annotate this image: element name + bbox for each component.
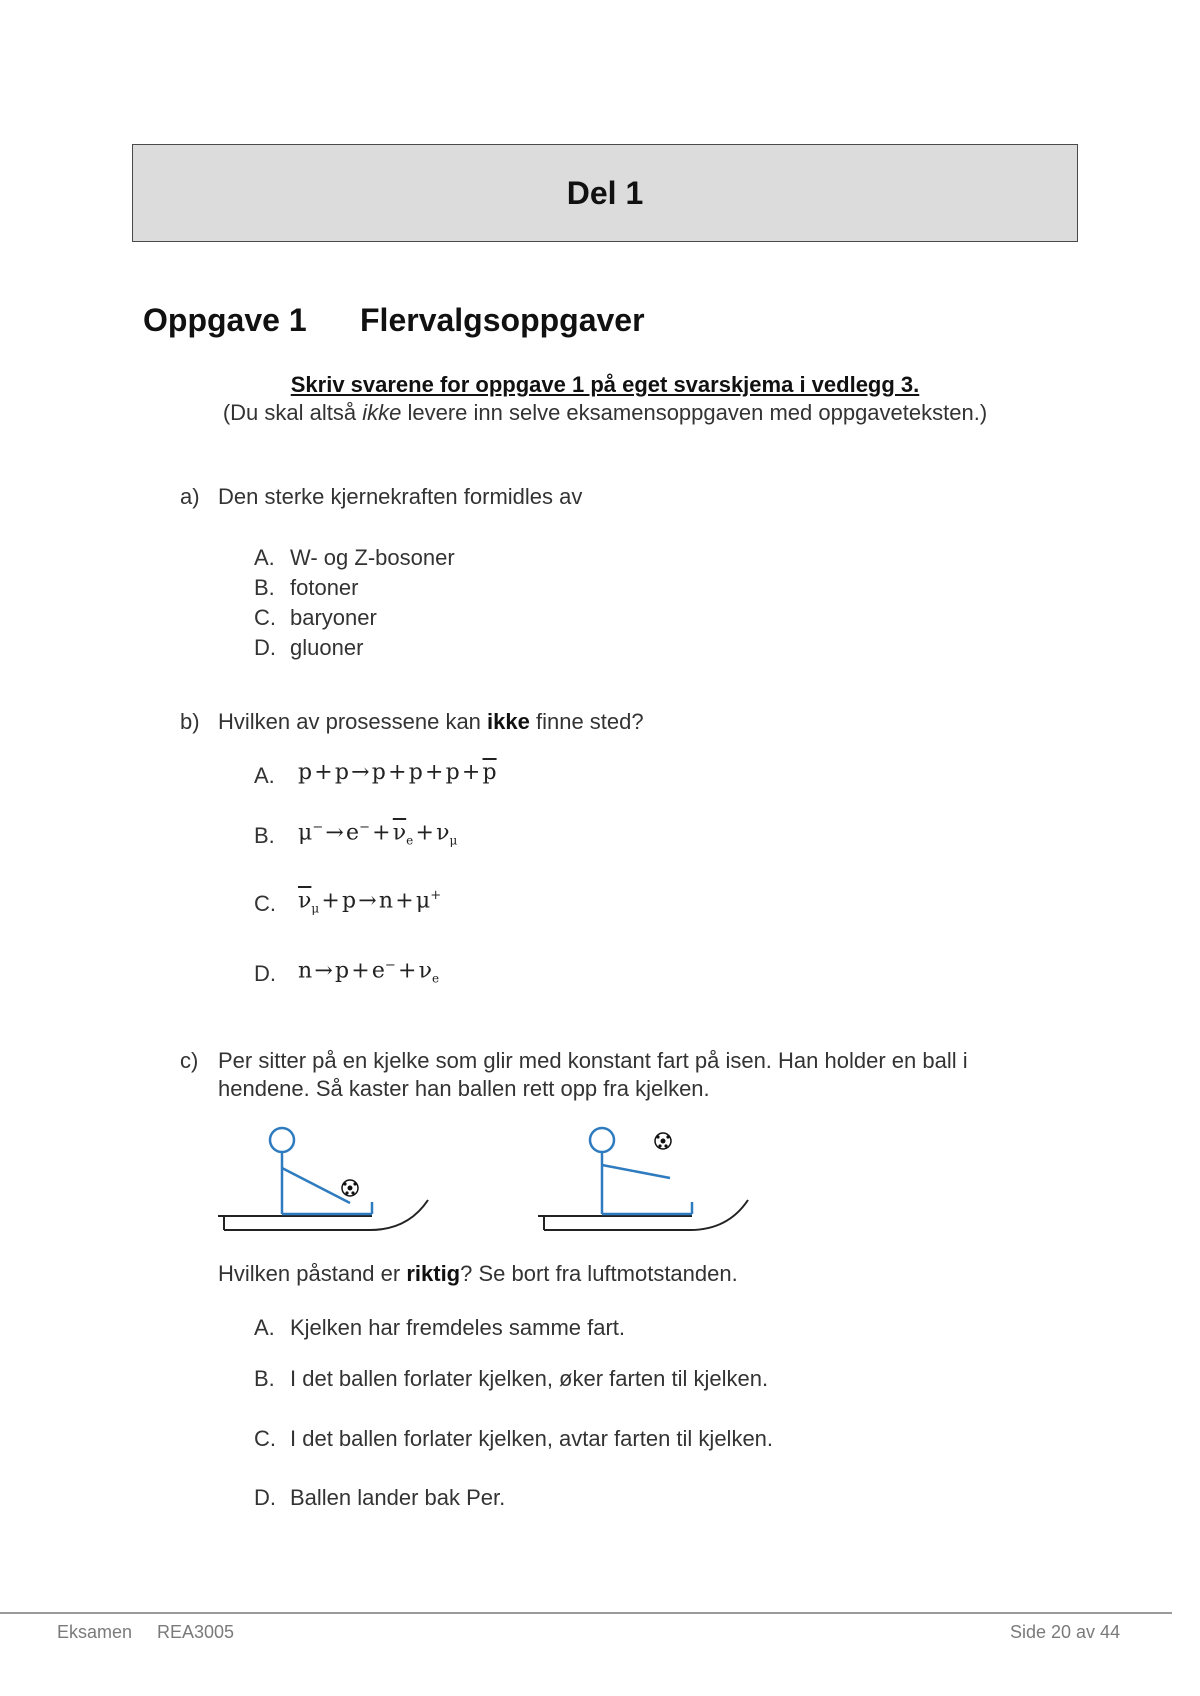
sled-illustration bbox=[210, 1120, 770, 1240]
option-letter: A. bbox=[254, 1315, 275, 1340]
part-title: Del 1 bbox=[566, 174, 644, 211]
question-label: b) bbox=[180, 709, 200, 734]
option-letter: B. bbox=[254, 823, 275, 848]
instruction-line-2: (Du skal altså ikke levere inn selve eksamensoppgaven med oppgaveteksten.) bbox=[222, 400, 988, 425]
question-emphasis: ikke bbox=[487, 709, 530, 734]
instruction-emphasis: ikke bbox=[362, 400, 402, 425]
option-letter: A. bbox=[254, 545, 275, 570]
question-text: Den sterke kjernekraften formidles av bbox=[218, 484, 583, 509]
ball-icon bbox=[655, 1133, 671, 1149]
question-text: Hvilken av prosessene kan ikke finne sted? bbox=[218, 709, 644, 734]
option-text: Ballen lander bak Per. bbox=[290, 1485, 506, 1510]
task-name: Flervalgsoppgaver bbox=[360, 302, 645, 338]
option-text: I det ballen forlater kjelken, avtar farten til kjelken. bbox=[290, 1426, 774, 1451]
prompt-emphasis: riktig bbox=[406, 1261, 461, 1286]
equation-b-B: μ− → e− + $\overline{\nu}_e$ + $\nu_\mu$ bbox=[298, 820, 458, 848]
option-text: Kjelken har fremdeles samme fart. bbox=[290, 1315, 626, 1340]
equation-b-D: n → p + e− + $\nu_e$ bbox=[298, 958, 440, 986]
option-letter: D. bbox=[254, 961, 276, 986]
option-text: baryoner bbox=[290, 605, 377, 630]
instruction-line-1: Skriv svarene for oppgave 1 på eget svarskjema i vedlegg 3. bbox=[290, 372, 920, 397]
ball-icon bbox=[342, 1180, 358, 1196]
option-letter: B. bbox=[254, 575, 275, 600]
question-text-line-1: Per sitter på en kjelke som glir med konstant fart på isen. Han holder en ball i bbox=[218, 1048, 968, 1073]
option-text: fotoner bbox=[290, 575, 359, 600]
task-heading bbox=[143, 302, 645, 339]
option-letter: C. bbox=[254, 1426, 276, 1451]
footer-course-code: REA3005 bbox=[157, 1622, 235, 1642]
question-c-prompt: Hvilken påstand er riktig? Se bort fra luftmotstanden. bbox=[218, 1261, 738, 1286]
option-text: W- og Z-bosoner bbox=[290, 545, 455, 570]
sled-after-throw bbox=[538, 1128, 748, 1230]
option-letter: B. bbox=[254, 1366, 275, 1391]
footer-page-number: Side 20 av 44 bbox=[1010, 1622, 1121, 1642]
sled-before-throw bbox=[218, 1128, 428, 1230]
option-text: I det ballen forlater kjelken, øker farten til kjelken. bbox=[290, 1366, 769, 1391]
option-letter: A. bbox=[254, 763, 275, 788]
question-text-line-2: hendene. Så kaster han ballen rett opp fra kjelken. bbox=[218, 1076, 710, 1101]
task-number: Oppgave 1 bbox=[143, 302, 307, 338]
footer-divider bbox=[0, 1612, 1172, 1614]
person-head bbox=[590, 1128, 614, 1152]
part-header bbox=[132, 144, 1078, 242]
person-head bbox=[270, 1128, 294, 1152]
footer-exam-label: Eksamen bbox=[57, 1622, 133, 1642]
option-letter: C. bbox=[254, 605, 276, 630]
option-letter: D. bbox=[254, 635, 276, 660]
equation-b-A: p + p → p + p + p + $\overline{p}$ bbox=[298, 760, 497, 785]
option-letter: C. bbox=[254, 891, 276, 916]
equation-b-C: $\overline{\nu}_\mu$ + p → n + μ+ bbox=[298, 888, 442, 916]
question-label: a) bbox=[180, 484, 200, 509]
question-label: c) bbox=[180, 1048, 199, 1073]
option-text: gluoner bbox=[290, 635, 364, 660]
option-letter: D. bbox=[254, 1485, 276, 1510]
